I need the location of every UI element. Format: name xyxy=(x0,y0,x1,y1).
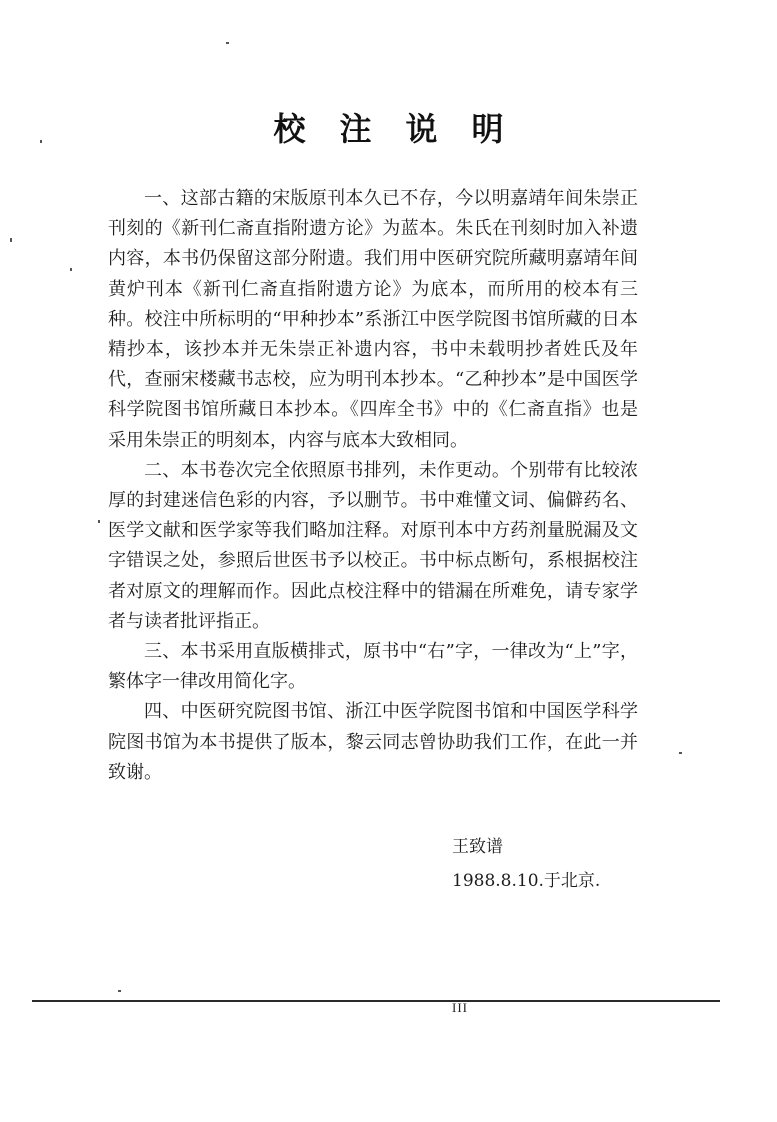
signature-block xyxy=(452,830,600,898)
body-text xyxy=(108,184,638,788)
page-title: 校注说明 xyxy=(273,110,538,148)
author-name: 王致谱 xyxy=(452,837,503,857)
paragraph-4: 四、中医研究院图书馆、浙江中医学院图书馆和中国医学科学院图书馆为本书提供了版本，黎云同志曾协助我们工作，在此一并致谢。 xyxy=(108,701,638,783)
paragraph-1: 一、这部古籍的宋版原刊本久已不存，今以明嘉靖年间朱崇正刊刻的《新刊仁斋直指附遗方论》为蓝本。朱氏在刊刻时加入补遗内容，本书仍保留这部分附遗。我们用中医研究院所藏明嘉靖年间黄炉刊本《新刊仁斋直指附遗方论》为底本，而所用的校本有三种。校注中所标明的“甲种抄本”系浙江中医学院图书馆所藏的日本精抄本，该抄本并无朱崇正补遗内容，书中未载明抄者姓氏及年代，查丽宋楼藏书志校，应为明刊本抄本。“乙种抄本”是中国医学科学院图书馆所藏日本抄本。《四库全书》中的《仁斋直指》也是采用朱崇正的明刻本，内容与底本大致相同。 xyxy=(108,188,638,451)
scan-speck xyxy=(679,752,682,754)
scan-speck xyxy=(98,520,100,523)
paragraph-2: 二、本书卷次完全依照原书排列，未作更动。个别带有比较浓厚的封建迷信色彩的内容，予以删节。书中难懂文词、偏僻药名、医学文献和医学家等我们略加注释。对原刊本中方药剂量脱漏及文字错误之处，参照后世医书予以校正。书中标点断句，系根据校注者对原文的理解而作。因此点校注释中的错漏在所难免，请专家学者与读者批评指正。 xyxy=(108,459,638,632)
scan-speck xyxy=(226,42,229,44)
page-number: III xyxy=(452,1000,468,1015)
footer-rule xyxy=(32,1000,720,1002)
scan-speck xyxy=(118,990,121,992)
scan-speck xyxy=(40,140,42,143)
scan-speck xyxy=(70,268,72,271)
signature-date: 1988.8.10.于北京. xyxy=(452,871,601,891)
paragraph-3: 三、本书采用直版横排式，原书中“右”字，一律改为“上”字，繁体字一律改用简化字。 xyxy=(108,641,638,693)
scan-speck xyxy=(10,238,12,242)
